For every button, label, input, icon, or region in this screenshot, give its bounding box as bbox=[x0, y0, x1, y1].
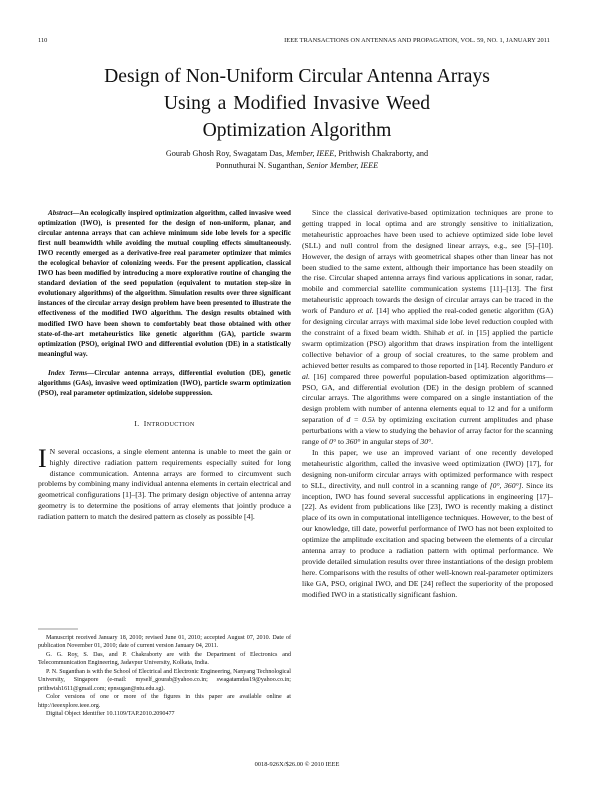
section-title-initial: I bbox=[143, 418, 147, 428]
intro-text: N several occasions, a single element antenna is unable to meet the gain or highly directive radiation pattern requirements especially suited for long distance communication. Antenna arrays are formed to circumvent such problems by combining many individual antenna elements in certain electrical and geometrical configurations [1]–[3]. The primary design objective of antenna array geometry is to determine the positions of array elements that jointly produce a radiation pattern to match the desired pattern as closely as possible [4]. bbox=[38, 446, 291, 522]
copyright-code: 0018-926X/$26.00 © 2010 IEEE bbox=[254, 761, 340, 768]
paper-title bbox=[40, 63, 554, 144]
body-text: in angular steps of bbox=[360, 437, 421, 447]
abstract-text: An ecologically inspired optimization algorithm, called invasive weed optimization (IWO), is presented for the design of non-uniform, planar, and circular antenna arrays that can achieve minimum side lobe levels for a specific first null beamwidth while avoiding the mutual coupling effects simultaneously. IWO recently emerged as a derivative-free real parameter optimizer that mimics the ecological behavior of colonizing weeds. For the present application, classical IWO has been modified by introducing a more explorative routine of changing the standard deviation of the seed population (equivalent to mutation step-size in evolutionary algorithms) of the algorithm. Simulation results over three significant instances of the circular array design problem have been presented to illustrate the effectiveness of the modified IWO algorithm. The design results obtained with modified IWO have been shown to comfortably beat those obtained with other state-of-the-art metaheuristics like genetic algorithm (GA), particle swarm optimization (PSO), original IWO and differential evolution (DE) in a statistically meaningful way. bbox=[38, 209, 291, 358]
math-expression: d = 0.5λ bbox=[346, 415, 376, 425]
author-names: Gourab Ghosh Roy, Swagatam Das, bbox=[165, 149, 287, 158]
journal-header: IEEE TRANSACTIONS ON ANTENNAS AND PROPAGATION, VOL. 59, NO. 1, JANUARY 2011 bbox=[284, 37, 550, 44]
footnote-rule bbox=[38, 628, 291, 630]
section-heading bbox=[38, 419, 291, 431]
index-terms-label: Index Terms— bbox=[48, 368, 95, 377]
body-text: [16] compared three powerful population-based optimization algorithms—PSO, GA, and differential evolution (DE) in the design problem of scanned circular arrays. The algorithms were compared on a single instantiation of the design problem with number of antenna elements equal to 12 and for a uniform separation of bbox=[302, 371, 553, 425]
index-terms bbox=[38, 368, 291, 398]
math-expression: [0°, 360°] bbox=[489, 480, 522, 490]
math-expression: 0° bbox=[329, 437, 337, 447]
author-line bbox=[60, 160, 534, 172]
body-text: to bbox=[336, 437, 346, 447]
title-line: Optimization Algorithm bbox=[202, 120, 392, 141]
body-paragraph bbox=[302, 208, 553, 448]
author-role: Member, IEEE bbox=[286, 149, 335, 158]
body-text: by optimizing excitation current amplitudes and phase perturbations with a view to studying the behavior of array factor for the scanning range of bbox=[302, 415, 553, 447]
author-role: Senior Member, IEEE bbox=[306, 161, 379, 170]
abstract bbox=[38, 208, 291, 359]
footnote: Digital Object Identifier 10.1109/TAP.2010.2090477 bbox=[46, 711, 175, 718]
index-terms-text: Circular antenna arrays, differential evolution (DE), genetic algorithms (GAs), invasive weed optimization (IWO), particle swarm optimization (PSO), real parameter optimization, sidelobe suppression. bbox=[38, 368, 291, 397]
left-column bbox=[38, 208, 291, 523]
intro-paragraph bbox=[38, 443, 291, 523]
section-numeral: I. bbox=[134, 418, 140, 428]
body-text: in [15] applied the particle swarm optimization (PSO) algorithm that draws inspiration from the intelligent collective behavior of a group of social creatures, to the same problem and achieved better results as compared to those reported in [14]. Recently Panduro bbox=[302, 327, 553, 370]
body-text: et al. bbox=[357, 306, 374, 316]
author-line bbox=[60, 148, 534, 160]
body-text: et al. bbox=[302, 360, 553, 381]
footnotes bbox=[38, 634, 291, 719]
footnote: Color versions of one or more of the figures in this paper are available online at http://ieeexplore.ieee.org. bbox=[38, 694, 291, 709]
body-text: . Since its inception, IWO has found several successful applications in engineering [17]–[22]. As evident from publications like [23], IWO is recently making a distinct place of its own in computational intelligence techniques. However, to the best of our knowledge, till date, powerful performance of IWO has not been exploited to optimize the amplitude excitation and spacing between the elements of a circular antenna array to produce a radiation pattern with optimal performance. We provide detailed simulation results over three instantiations of the design problem here. Comparisons with the results of other well-known real-parameter optimizers like GA, PSO, original IWO, and DE [24] reflect the superiority of the proposed modified IWO in a statistically significant fashion. bbox=[302, 480, 553, 599]
body-text: In this paper, we use an improved variant of one recently developed metaheuristic algorithm, called the invasive weed optimization (IWO) [17], for designing non-uniform circular arrays with optimized performance with respect to SLL, directivity, and null control in a scanning range of bbox=[302, 447, 553, 490]
footnote: G. G. Roy, S. Das, and P. Chakraborty are with the Department of Electronics and Telecommunication Engineering, Jadavpur University, Kolkata, India. bbox=[38, 651, 291, 667]
right-column bbox=[302, 208, 553, 601]
author-names: , Prithwish Chakraborty, and bbox=[334, 149, 429, 158]
footnote: P. N. Suganthan is with the School of Electrical and Electronic Engineering, Nanyang Technological University, Singapore (e-mail: myself_gourab@yahoo.co.in; swagatamdas19@yahoo.co.in; prithwish1611@gmail.com; epnsugan@ntu.edu.sg). bbox=[38, 668, 291, 692]
drop-cap: I bbox=[38, 443, 47, 473]
body-text: et al. bbox=[448, 327, 465, 337]
section-title-rest: NTRODUCTION bbox=[146, 420, 195, 428]
abstract-label: Abstract— bbox=[48, 209, 80, 217]
title-line: Using a Modified Invasive Weed bbox=[163, 93, 431, 114]
title-line: Design of Non-Uniform Circular Antenna Arrays bbox=[104, 66, 490, 87]
body-paragraph bbox=[302, 448, 553, 601]
body-text: [14] who applied the real-coded genetic algorithm (GA) for designing circular arrays with maximal side lobe level reduction coupled with the constraint of a fixed beam width. Shihab bbox=[302, 306, 554, 337]
author-list bbox=[60, 148, 534, 172]
running-header bbox=[38, 37, 550, 47]
page-number: 110 bbox=[38, 37, 48, 44]
math-expression: 30° bbox=[420, 437, 432, 447]
footnote: Manuscript received January 18, 2010; revised June 01, 2010; accepted August 07, 2010. Date of publication November 01, 2010; date of current version January 04, 2011. bbox=[38, 635, 291, 650]
author-names: Ponnuthurai N. Suganthan, bbox=[215, 161, 307, 170]
body-text: . bbox=[431, 437, 434, 447]
body-text: Since the classical derivative-based optimization techniques are prone to getting trapped in local optima and are strongly sensitive to initialization, metaheuristic approaches have been used to achieve optimized side lobe level (SLL) and null control from the designed linear arrays, e.g., see [5]–[10]. However, the design of arrays with geometrical shapes other than linear has not been studied to the same extent, although their importance has been steadily on the rise. Circular shaped antenna arrays find various applications in sonar, radar, mobile and commercial satellite communication systems [11]–[13]. The first metaheuristic approach towards the design of circular arrays can be traced in the work of Panduro bbox=[302, 208, 553, 316]
math-expression: 360° bbox=[345, 437, 361, 447]
